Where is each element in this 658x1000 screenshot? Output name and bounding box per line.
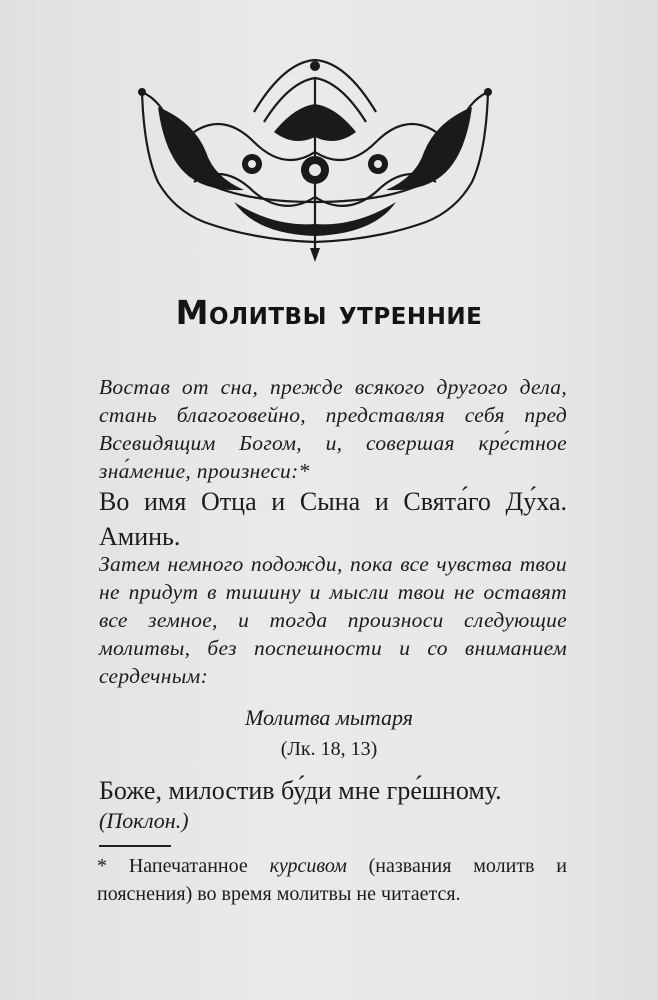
bow-note: (Поклон.): [99, 808, 189, 833]
invocation-text: Во имя Отца и Сына и Свята́го Ду́ха. Аминь.: [99, 487, 567, 551]
intro-instruction: Востав от сна, прежде всякого другого дела, стань благоговейно, представляя себя пред Всевидящим Богом, и, совершая кре́стное зна́мение, произнеси:*: [99, 375, 567, 483]
scripture-reference: (Лк. 18, 13): [280, 738, 378, 760]
page-title: Молитвы утренние: [175, 293, 483, 332]
prayer-title: Молитва мытаря: [245, 705, 413, 730]
prayer-text: Боже, милостив бу́ди мне гре́шному.: [99, 776, 502, 805]
footnote: [97, 852, 567, 908]
celtic-knot-headpiece-icon: [134, 52, 496, 264]
footnote-divider: [99, 845, 171, 847]
preparation-instruction: Затем немного подожди, пока все чувства твои не придут в тишину и мысли твои не оставят все земное, и тогда произноси следующие молитвы, без поспешности и со вниманием сердечным:: [99, 552, 567, 688]
footnote-italic-word: курсивом: [269, 855, 347, 877]
footnote-marker: *: [97, 855, 107, 877]
footnote-text-before: Напечатанное: [128, 855, 270, 877]
footnote-text-after: (названия молитв и пояснения) во время молитвы не читается.: [97, 855, 568, 905]
